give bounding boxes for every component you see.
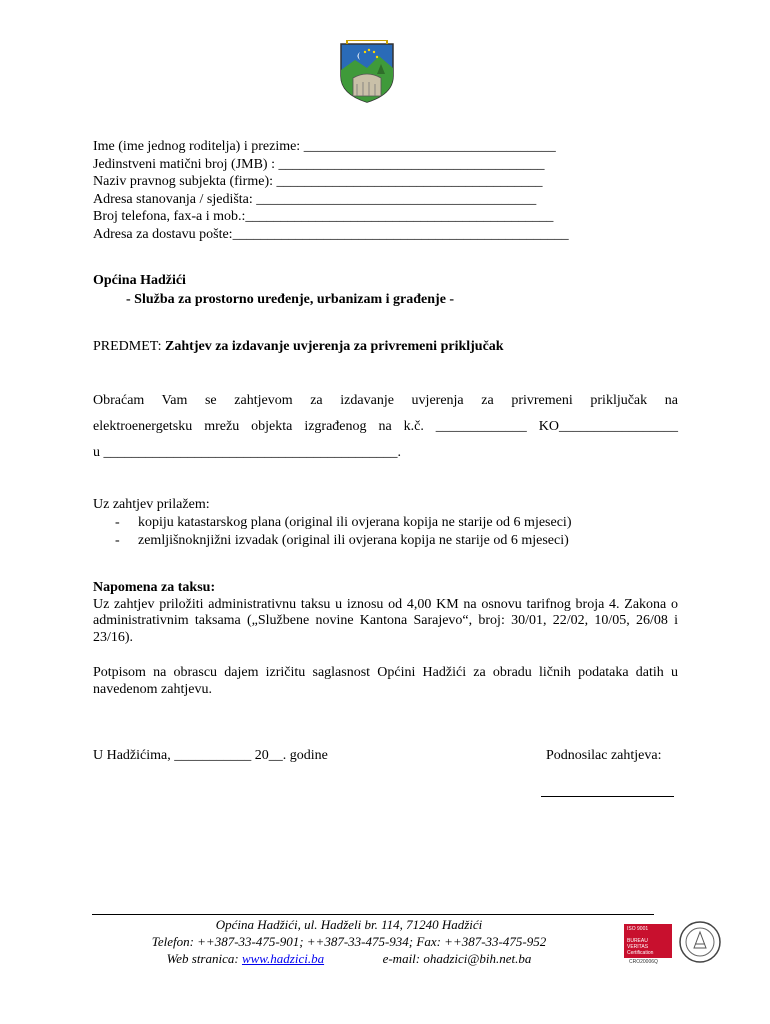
list-item: - kopiju katastarskog plana (original ili ovjerana kopija ne starije od 6 mjeseci) <box>115 515 572 530</box>
consent-statement: Potpisom na obrascu dajem izričitu saglasnost Općini Hadžići za obradu ličnih podataka datih u navedenom zahtjevu. <box>93 665 678 697</box>
applicant-signature-label: Podnosilac zahtjeva: <box>546 748 662 763</box>
footer-web-label: Web stranica: <box>166 951 239 966</box>
signature-line[interactable] <box>541 796 674 797</box>
list-item: - zemljišnoknjižni izvadak (original ili ovjerana kopija ne starije od 6 mjeseci) <box>115 533 569 548</box>
request-line-3[interactable]: u __________________________________________. <box>93 445 401 460</box>
office-name: Općina Hadžići <box>93 273 186 288</box>
request-line-2[interactable]: elektroenergetsku mrežu objekta izgrađenog na k.č. _____________ KO_________________ <box>93 419 678 434</box>
footer-divider <box>92 914 654 915</box>
website-link[interactable]: www.hadzici.ba <box>241 951 325 966</box>
phone-field[interactable]: Broj telefona, fax-a i mob.:____________________________________________ <box>93 209 554 225</box>
address-field[interactable]: Adresa stanovanja / sjedišta: ________________________________________ <box>93 191 537 207</box>
office-department: - Služba za prostorno uređenje, urbanizam i građenje - <box>126 292 455 307</box>
bureau-veritas-badge: ISO 9001 BUREAU VERITAS Certification <box>624 924 672 958</box>
fee-note-text: Uz zahtjev priložiti administrativnu taksu u iznosu od 4,00 KM na osnovu tarifnog broja 4. Zakona o administrativnim taksama („Službene novine Kantona Sarajevo“, broj: 30/01, 22/02, 10/05, 26/08 i 23/16). <box>93 596 678 645</box>
footer-email: e-mail: ohadzici@bih.net.ba <box>382 951 532 966</box>
footer-address: Općina Hadžići, ul. Hadželi br. 114, 71240 Hadžići <box>215 917 483 932</box>
subject-line <box>93 339 504 355</box>
subject-label: PREDMET: <box>93 339 162 354</box>
municipality-coat-of-arms-icon <box>333 40 401 104</box>
attachments-section <box>93 496 571 550</box>
request-line-1: Obraćam Vam se zahtjevom za izdavanje uvjerenja za privremeni priključak na <box>93 393 678 408</box>
certification-logos <box>624 920 722 966</box>
footer-phones: Telefon: ++387-33-475-901; ++387-33-475-934; Fax: ++387-33-475-952 <box>151 934 547 949</box>
recipient-office <box>93 271 454 309</box>
company-name-field[interactable]: Naziv pravnog subjekta (firme): ______________________________________ <box>93 174 543 190</box>
fee-note-heading: Napomena za taksu: <box>93 580 216 595</box>
attachments-intro: Uz zahtjev prilažem: <box>93 497 210 512</box>
jmb-field[interactable]: Jedinstveni matični broj (JMB) : ______________________________________ <box>93 156 545 172</box>
applicant-name-field[interactable]: Ime (ime jednog roditelja) i prezime: ____________________________________ <box>93 139 556 154</box>
place-date-line[interactable]: U Hadžićima, ___________ 20__. godine <box>93 748 328 763</box>
footer-web-email <box>90 950 608 967</box>
subject-text: Zahtjev za izdavanje uvjerenja za privremeni priključak <box>165 339 504 354</box>
footer <box>90 916 608 967</box>
applicant-info-section <box>93 138 569 244</box>
attachments-list <box>93 514 571 550</box>
bureau-veritas-seal-icon <box>678 920 722 964</box>
certification-code: CRO20006Q <box>629 959 658 965</box>
request-paragraph <box>93 388 678 466</box>
mailing-address-field[interactable]: Adresa za dostavu pošte:________________________________________________ <box>93 226 569 242</box>
fee-note <box>93 580 678 646</box>
